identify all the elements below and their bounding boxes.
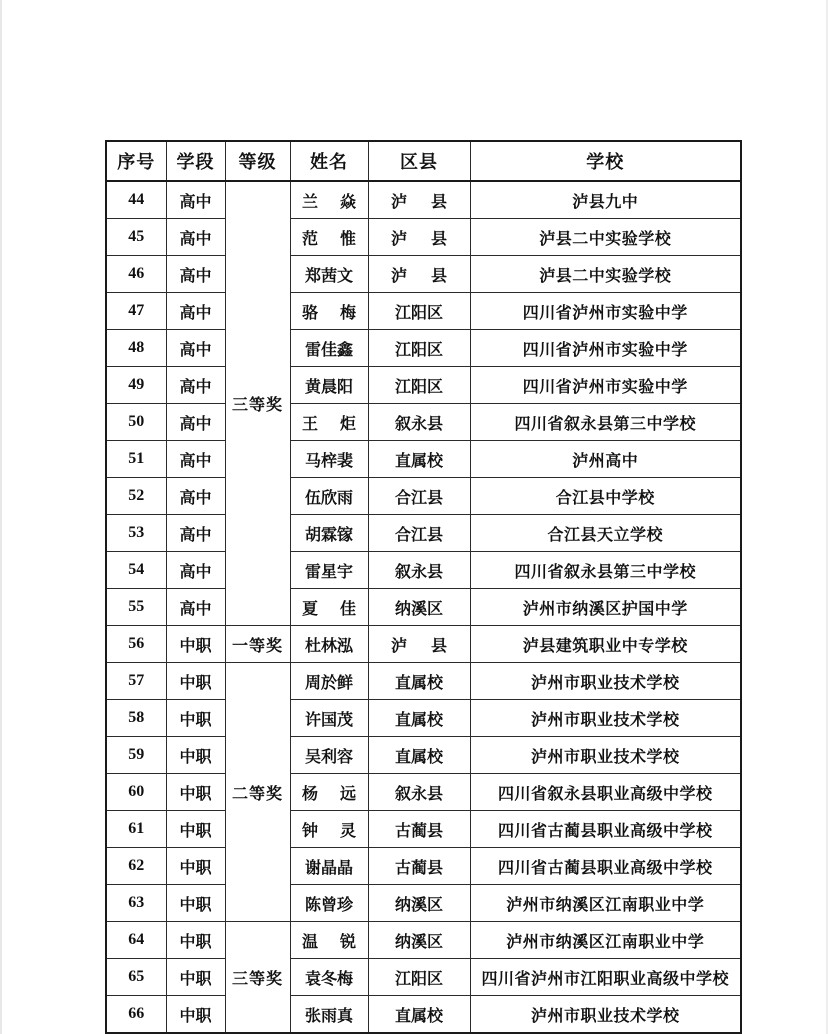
- cell-sequence-number: 50: [106, 404, 166, 441]
- cell-student-name: 兰 焱: [290, 181, 368, 219]
- cell-school-name: 合江县天立学校: [470, 515, 741, 552]
- table-row: [106, 293, 741, 330]
- cell-student-name: 谢晶晶: [290, 848, 368, 885]
- cell-school-name: 泸州市职业技术学校: [470, 663, 741, 700]
- table-row: [106, 404, 741, 441]
- cell-school-name: 四川省泸州市江阳职业高级中学校: [470, 959, 741, 996]
- cell-sequence-number: 61: [106, 811, 166, 848]
- cell-student-name: 雷佳鑫: [290, 330, 368, 367]
- table-body: [106, 181, 741, 1033]
- column-header-stage: 学段: [166, 141, 225, 181]
- cell-school-name: 四川省叙永县第三中学校: [470, 552, 741, 589]
- cell-district: 纳溪区: [368, 589, 470, 626]
- cell-district: 江阳区: [368, 367, 470, 404]
- cell-school-name: 四川省泸州市实验中学: [470, 330, 741, 367]
- cell-school-name: 泸县二中实验学校: [470, 219, 741, 256]
- cell-school-name: 泸州市职业技术学校: [470, 700, 741, 737]
- table-row: [106, 589, 741, 626]
- cell-education-stage: 中职: [166, 996, 225, 1034]
- table-row: [106, 663, 741, 700]
- cell-student-name: 骆 梅: [290, 293, 368, 330]
- cell-education-stage: 中职: [166, 663, 225, 700]
- cell-education-stage: 中职: [166, 774, 225, 811]
- cell-sequence-number: 46: [106, 256, 166, 293]
- cell-sequence-number: 60: [106, 774, 166, 811]
- cell-district: 古蔺县: [368, 848, 470, 885]
- table-row: [106, 256, 741, 293]
- table-header: [106, 141, 741, 181]
- cell-student-name: 杨 远: [290, 774, 368, 811]
- cell-education-stage: 中职: [166, 848, 225, 885]
- cell-education-stage: 高中: [166, 219, 225, 256]
- table-row: [106, 885, 741, 922]
- cell-student-name: 周於鲜: [290, 663, 368, 700]
- cell-award-grade: 三等奖: [225, 922, 290, 1034]
- cell-district: 江阳区: [368, 959, 470, 996]
- cell-district: 直属校: [368, 441, 470, 478]
- cell-district: 泸 县: [368, 256, 470, 293]
- cell-student-name: 黄晨阳: [290, 367, 368, 404]
- cell-district: 泸 县: [368, 219, 470, 256]
- cell-award-grade: 三等奖: [225, 181, 290, 626]
- cell-school-name: 四川省古蔺县职业高级中学校: [470, 811, 741, 848]
- table-row: [106, 626, 741, 663]
- table-row: [106, 367, 741, 404]
- cell-district: 叙永县: [368, 404, 470, 441]
- cell-sequence-number: 45: [106, 219, 166, 256]
- cell-district: 叙永县: [368, 774, 470, 811]
- cell-education-stage: 中职: [166, 885, 225, 922]
- table-row: [106, 219, 741, 256]
- cell-district: 江阳区: [368, 330, 470, 367]
- cell-sequence-number: 49: [106, 367, 166, 404]
- cell-school-name: 四川省叙永县第三中学校: [470, 404, 741, 441]
- cell-sequence-number: 52: [106, 478, 166, 515]
- table-row: [106, 552, 741, 589]
- table-row: [106, 996, 741, 1034]
- cell-school-name: 泸县九中: [470, 181, 741, 219]
- cell-sequence-number: 48: [106, 330, 166, 367]
- cell-sequence-number: 57: [106, 663, 166, 700]
- cell-district: 直属校: [368, 663, 470, 700]
- cell-school-name: 泸州市纳溪区江南职业中学: [470, 885, 741, 922]
- table-row: [106, 959, 741, 996]
- cell-sequence-number: 54: [106, 552, 166, 589]
- cell-district: 纳溪区: [368, 922, 470, 959]
- cell-student-name: 钟 灵: [290, 811, 368, 848]
- cell-education-stage: 高中: [166, 441, 225, 478]
- table-row: [106, 700, 741, 737]
- table-row: [106, 922, 741, 959]
- cell-education-stage: 中职: [166, 922, 225, 959]
- cell-education-stage: 高中: [166, 293, 225, 330]
- table-row: [106, 478, 741, 515]
- cell-sequence-number: 65: [106, 959, 166, 996]
- cell-school-name: 合江县中学校: [470, 478, 741, 515]
- cell-student-name: 马梓裴: [290, 441, 368, 478]
- cell-student-name: 雷星宇: [290, 552, 368, 589]
- cell-school-name: 四川省古蔺县职业高级中学校: [470, 848, 741, 885]
- cell-education-stage: 中职: [166, 626, 225, 663]
- cell-sequence-number: 63: [106, 885, 166, 922]
- cell-education-stage: 中职: [166, 700, 225, 737]
- cell-education-stage: 高中: [166, 181, 225, 219]
- cell-school-name: 四川省叙永县职业高级中学校: [470, 774, 741, 811]
- cell-district: 泸 县: [368, 181, 470, 219]
- cell-student-name: 陈曾珍: [290, 885, 368, 922]
- cell-education-stage: 高中: [166, 589, 225, 626]
- table-row: [106, 181, 741, 219]
- cell-school-name: 泸州高中: [470, 441, 741, 478]
- cell-student-name: 袁冬梅: [290, 959, 368, 996]
- table-row: [106, 441, 741, 478]
- cell-education-stage: 高中: [166, 552, 225, 589]
- cell-district: 叙永县: [368, 552, 470, 589]
- award-table-container: [105, 140, 740, 1034]
- table-row: [106, 737, 741, 774]
- cell-school-name: 泸州市职业技术学校: [470, 996, 741, 1034]
- cell-education-stage: 中职: [166, 959, 225, 996]
- cell-district: 古蔺县: [368, 811, 470, 848]
- cell-district: 泸 县: [368, 626, 470, 663]
- cell-sequence-number: 64: [106, 922, 166, 959]
- table-row: [106, 330, 741, 367]
- cell-student-name: 郑茜文: [290, 256, 368, 293]
- cell-student-name: 许国茂: [290, 700, 368, 737]
- cell-district: 纳溪区: [368, 885, 470, 922]
- cell-student-name: 伍欣雨: [290, 478, 368, 515]
- award-list-table: [105, 140, 742, 1034]
- cell-sequence-number: 53: [106, 515, 166, 552]
- cell-student-name: 夏 佳: [290, 589, 368, 626]
- cell-school-name: 四川省泸州市实验中学: [470, 367, 741, 404]
- cell-district: 合江县: [368, 515, 470, 552]
- cell-district: 合江县: [368, 478, 470, 515]
- cell-sequence-number: 59: [106, 737, 166, 774]
- cell-sequence-number: 51: [106, 441, 166, 478]
- cell-school-name: 泸州市纳溪区护国中学: [470, 589, 741, 626]
- table-header-row: [106, 141, 741, 181]
- column-header-district: 区县: [368, 141, 470, 181]
- cell-district: 直属校: [368, 996, 470, 1034]
- cell-sequence-number: 56: [106, 626, 166, 663]
- cell-school-name: 泸县二中实验学校: [470, 256, 741, 293]
- cell-sequence-number: 66: [106, 996, 166, 1034]
- cell-student-name: 王 炬: [290, 404, 368, 441]
- cell-school-name: 泸州市纳溪区江南职业中学: [470, 922, 741, 959]
- cell-education-stage: 中职: [166, 811, 225, 848]
- cell-district: 直属校: [368, 700, 470, 737]
- cell-education-stage: 高中: [166, 367, 225, 404]
- cell-award-grade: 一等奖: [225, 626, 290, 663]
- cell-school-name: 泸州市职业技术学校: [470, 737, 741, 774]
- table-row: [106, 848, 741, 885]
- cell-student-name: 张雨真: [290, 996, 368, 1034]
- cell-education-stage: 高中: [166, 330, 225, 367]
- cell-award-grade: 二等奖: [225, 663, 290, 922]
- column-header-grade: 等级: [225, 141, 290, 181]
- cell-sequence-number: 58: [106, 700, 166, 737]
- table-row: [106, 774, 741, 811]
- cell-education-stage: 高中: [166, 256, 225, 293]
- table-row: [106, 515, 741, 552]
- column-header-seq: 序号: [106, 141, 166, 181]
- cell-school-name: 泸县建筑职业中专学校: [470, 626, 741, 663]
- cell-education-stage: 高中: [166, 478, 225, 515]
- column-header-name: 姓名: [290, 141, 368, 181]
- cell-education-stage: 高中: [166, 404, 225, 441]
- cell-sequence-number: 44: [106, 181, 166, 219]
- cell-student-name: 范 惟: [290, 219, 368, 256]
- cell-sequence-number: 55: [106, 589, 166, 626]
- table-row: [106, 811, 741, 848]
- cell-student-name: 温 锐: [290, 922, 368, 959]
- cell-school-name: 四川省泸州市实验中学: [470, 293, 741, 330]
- cell-student-name: 吴利容: [290, 737, 368, 774]
- cell-district: 直属校: [368, 737, 470, 774]
- cell-sequence-number: 47: [106, 293, 166, 330]
- cell-education-stage: 高中: [166, 515, 225, 552]
- cell-education-stage: 中职: [166, 737, 225, 774]
- column-header-school: 学校: [470, 141, 741, 181]
- cell-district: 江阳区: [368, 293, 470, 330]
- cell-student-name: 杜林泓: [290, 626, 368, 663]
- cell-sequence-number: 62: [106, 848, 166, 885]
- cell-student-name: 胡霖镓: [290, 515, 368, 552]
